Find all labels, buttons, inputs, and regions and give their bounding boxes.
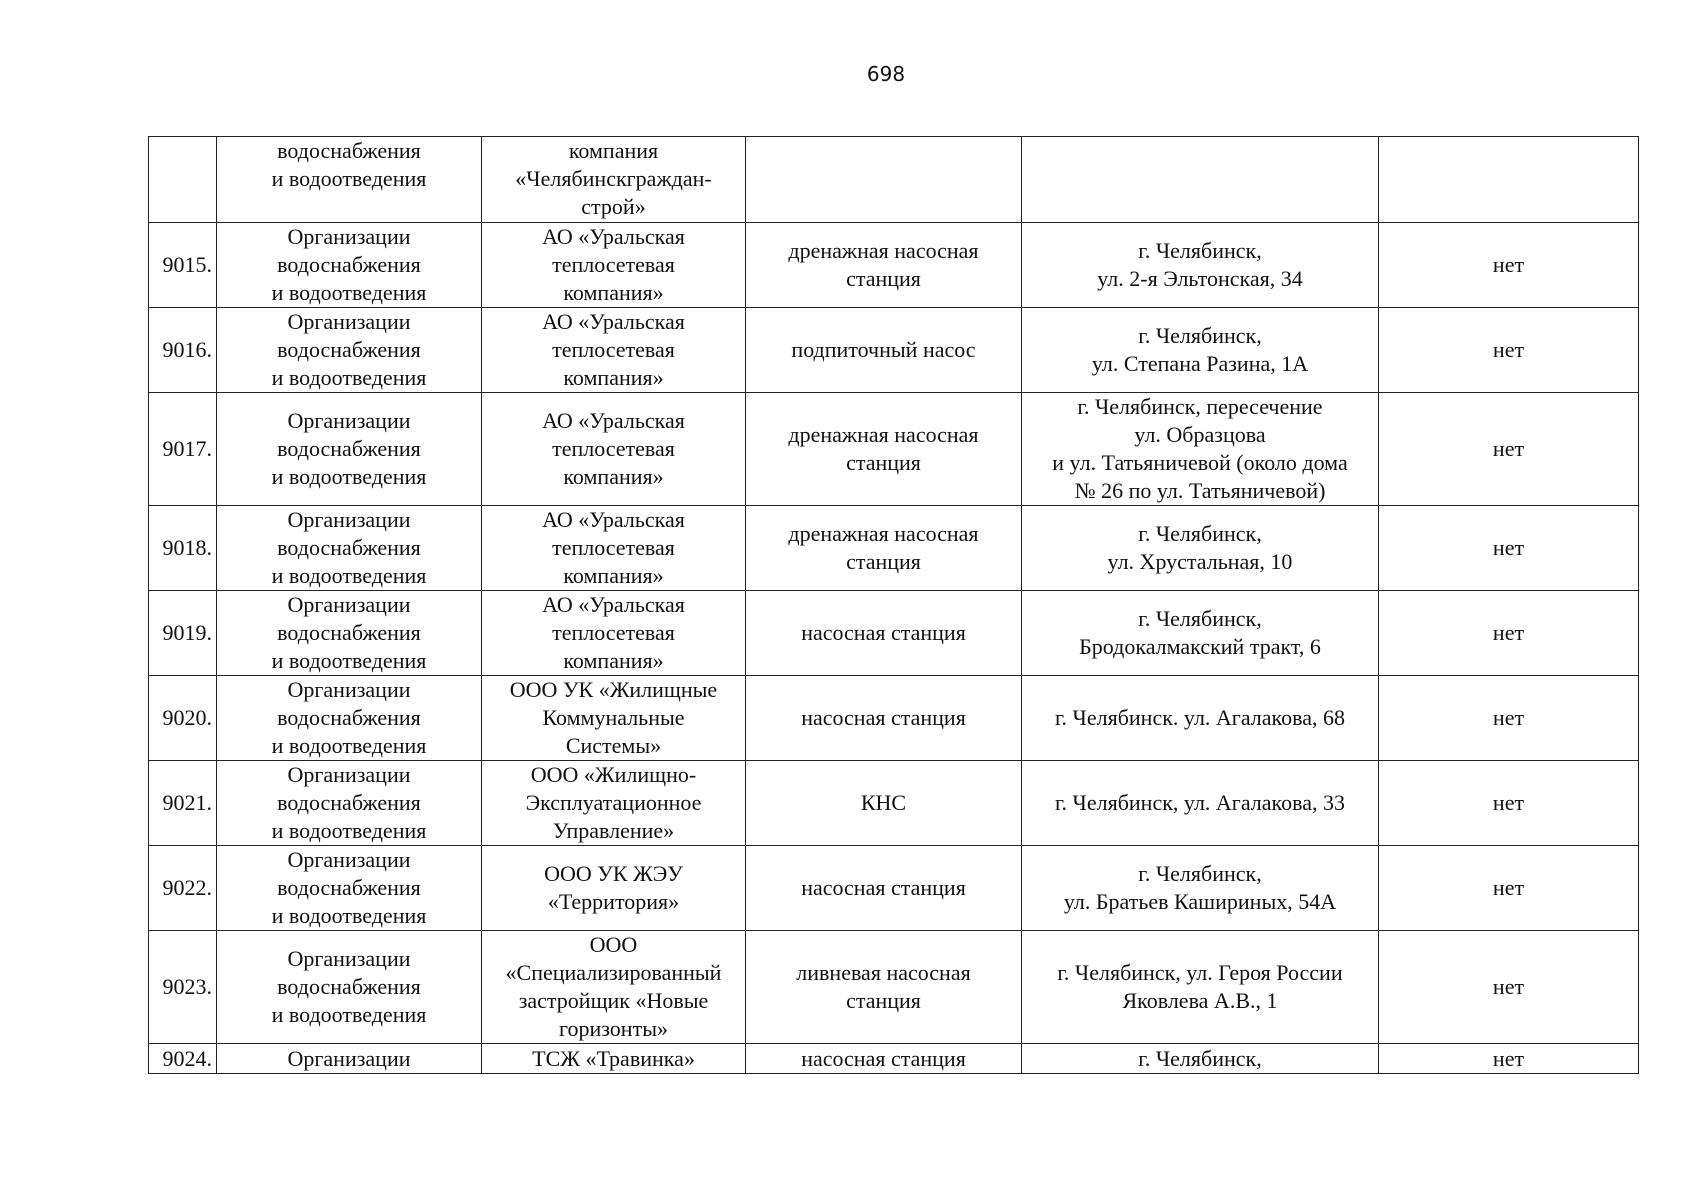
row-number: 9024. <box>149 1044 217 1074</box>
organization-category: Организации водоснабжения и водоотведения <box>217 223 482 308</box>
organization-category: Организации водоснабжения и водоотведения <box>217 931 482 1044</box>
organization-name: АО «Уральская теплосетевая компания» <box>482 393 746 506</box>
row-number: 9017. <box>149 393 217 506</box>
object-address: г. Челябинск, пересечение ул. Образцова и ул. Татьяничевой (около дома № 26 по ул. Татьяничевой) <box>1022 393 1379 506</box>
organization-category: Организации водоснабжения и водоотведения <box>217 393 482 506</box>
table-row <box>149 846 1639 931</box>
object-type: КНС <box>746 761 1022 846</box>
row-number: 9022. <box>149 846 217 931</box>
row-note: нет <box>1379 308 1639 393</box>
organization-category: Организации водоснабжения и водоотведения <box>217 591 482 676</box>
table-row <box>149 1044 1639 1074</box>
table-row <box>149 393 1639 506</box>
organization-name: ООО УК «Жилищные Коммунальные Системы» <box>482 676 746 761</box>
object-type: ливневая насосная станция <box>746 931 1022 1044</box>
object-type: насосная станция <box>746 591 1022 676</box>
organization-name: АО «Уральская теплосетевая компания» <box>482 591 746 676</box>
object-address: г. Челябинск, ул. Агалакова, 33 <box>1022 761 1379 846</box>
row-number: 9023. <box>149 931 217 1044</box>
table-row <box>149 591 1639 676</box>
register-table <box>148 136 1639 1074</box>
organization-category: Организации водоснабжения и водоотведения <box>217 761 482 846</box>
table-row <box>149 676 1639 761</box>
object-type: подпиточный насос <box>746 308 1022 393</box>
object-address: г. Челябинск, ул. Степана Разина, 1А <box>1022 308 1379 393</box>
row-note: нет <box>1379 676 1639 761</box>
row-number: 9016. <box>149 308 217 393</box>
organization-category: водоснабжения и водоотведения <box>217 137 482 223</box>
organization-category: Организации водоснабжения и водоотведения <box>217 846 482 931</box>
organization-name: АО «Уральская теплосетевая компания» <box>482 308 746 393</box>
organization-name: ТСЖ «Травинка» <box>482 1044 746 1074</box>
organization-category: Организации <box>217 1044 482 1074</box>
table-row <box>149 761 1639 846</box>
object-address: г. Челябинск, ул. Хрустальная, 10 <box>1022 506 1379 591</box>
row-number: 9019. <box>149 591 217 676</box>
object-type: насосная станция <box>746 846 1022 931</box>
row-note: нет <box>1379 761 1639 846</box>
row-number <box>149 137 217 223</box>
object-type: дренажная насосная станция <box>746 223 1022 308</box>
row-note: нет <box>1379 223 1639 308</box>
object-type: дренажная насосная станция <box>746 393 1022 506</box>
row-note: нет <box>1379 591 1639 676</box>
object-address: г. Челябинск, ул. Братьев Кашириных, 54А <box>1022 846 1379 931</box>
object-address: г. Челябинск, ул. Героя России Яковлева А.В., 1 <box>1022 931 1379 1044</box>
row-note: нет <box>1379 506 1639 591</box>
organization-name: компания «Челябинскграждан- строй» <box>482 137 746 223</box>
organization-name: ООО УК ЖЭУ «Территория» <box>482 846 746 931</box>
object-type <box>746 137 1022 223</box>
row-number: 9018. <box>149 506 217 591</box>
table-row <box>149 223 1639 308</box>
object-address: г. Челябинск, <box>1022 1044 1379 1074</box>
table-row <box>149 931 1639 1044</box>
table-row <box>149 506 1639 591</box>
row-number: 9021. <box>149 761 217 846</box>
object-address <box>1022 137 1379 223</box>
object-address: г. Челябинск. ул. Агалакова, 68 <box>1022 676 1379 761</box>
organization-name: ООО «Жилищно- Эксплуатационное Управление» <box>482 761 746 846</box>
object-type: дренажная насосная станция <box>746 506 1022 591</box>
table-row <box>149 308 1639 393</box>
row-note <box>1379 137 1639 223</box>
object-type: насосная станция <box>746 1044 1022 1074</box>
organization-name: ООО «Специализированный застройщик «Новые горизонты» <box>482 931 746 1044</box>
row-note: нет <box>1379 393 1639 506</box>
organization-name: АО «Уральская теплосетевая компания» <box>482 223 746 308</box>
page-number: 698 <box>866 62 906 86</box>
row-note: нет <box>1379 931 1639 1044</box>
row-note: нет <box>1379 846 1639 931</box>
object-address: г. Челябинск, ул. 2-я Эльтонская, 34 <box>1022 223 1379 308</box>
organization-category: Организации водоснабжения и водоотведения <box>217 506 482 591</box>
row-number: 9020. <box>149 676 217 761</box>
object-type: насосная станция <box>746 676 1022 761</box>
organization-category: Организации водоснабжения и водоотведения <box>217 308 482 393</box>
table-row <box>149 137 1639 223</box>
organization-category: Организации водоснабжения и водоотведения <box>217 676 482 761</box>
row-number: 9015. <box>149 223 217 308</box>
object-address: г. Челябинск, Бродокалмакский тракт, 6 <box>1022 591 1379 676</box>
row-note: нет <box>1379 1044 1639 1074</box>
organization-name: АО «Уральская теплосетевая компания» <box>482 506 746 591</box>
